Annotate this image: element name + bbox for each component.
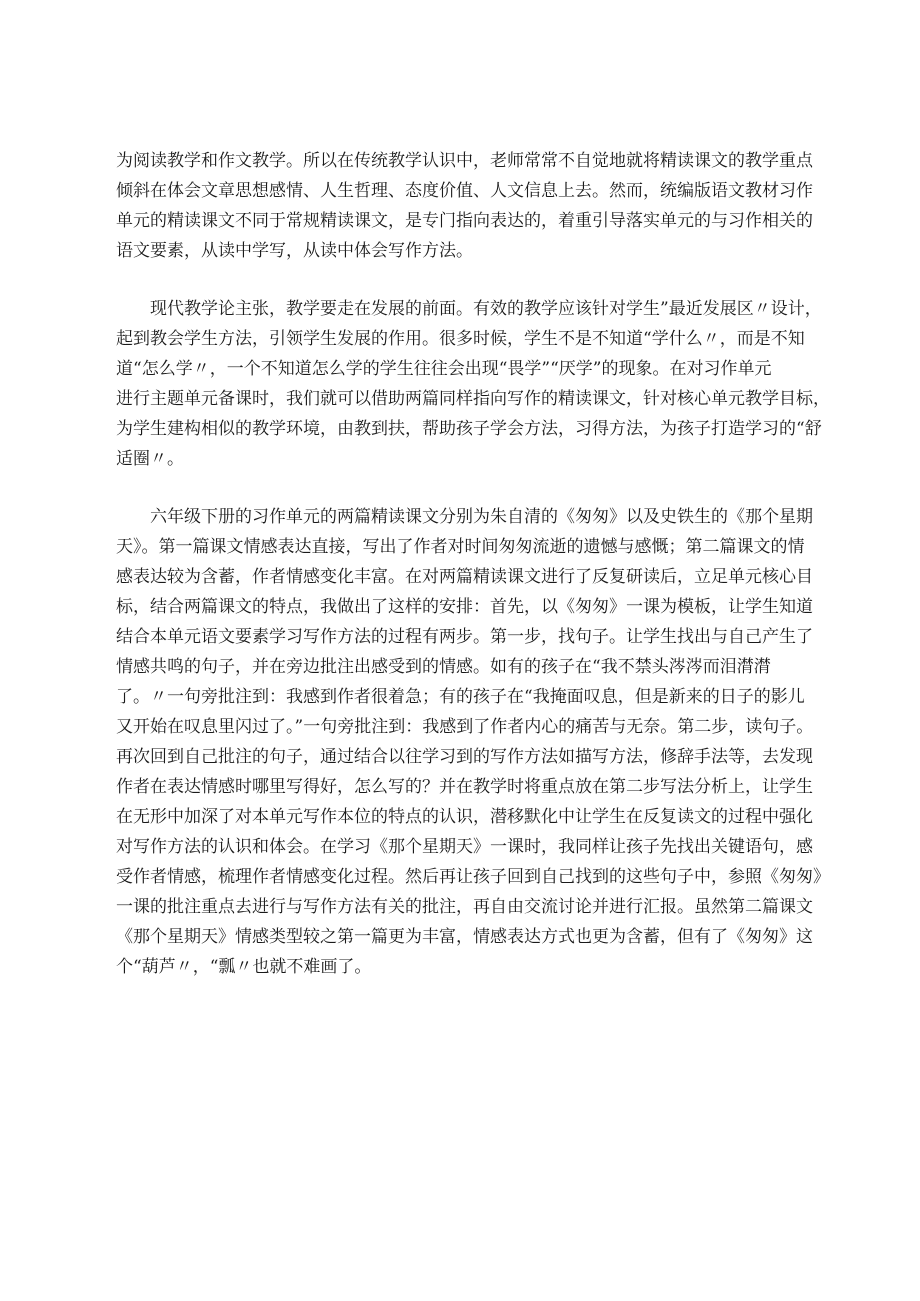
paragraph-line: 在无形中加深了对本单元写作本位的特点的认识，潜移默化中让学生在反复读文的过程中强化 bbox=[116, 807, 813, 827]
paragraph-line: 为阅读教学和作文教学。所以在传统教学认识中，老师常常不自觉地就将精读课文的教学重点 bbox=[116, 151, 813, 171]
paragraph-2 bbox=[116, 294, 830, 474]
paragraph-line: 个“葫芦〃，“瓢〃也就不难画了。 bbox=[116, 957, 372, 977]
paragraph-line: 为学生建构相似的教学环境，由教到扶，帮助孩子学会方法，习得方法，为孩子打造学习的“舒 bbox=[116, 419, 822, 439]
paragraph-line: 受作者情感，梳理作者情感变化过程。然后再让孩子回到自己找到的这些句子中，参照《匆匆》 bbox=[116, 867, 830, 887]
paragraph-1 bbox=[116, 146, 813, 266]
paragraph-line: 作者在表达情感时哪里写得好，怎么写的？并在教学时将重点放在第二步写法分析上，让学生 bbox=[116, 777, 813, 797]
paragraph-line: 再次回到自己批注的句子，通过结合以往学习到的写作方法如描写方法，修辞手法等，去发现 bbox=[116, 747, 813, 767]
paragraph-line: 语文要素，从读中学写，从读中体会写作方法。 bbox=[116, 241, 473, 261]
paragraph-line: 现代教学论主张，教学要走在发展的前面。有效的教学应该针对学生”最近发展区〃设计， bbox=[150, 299, 822, 319]
paragraph-line: 又开始在叹息里闪过了。”一句旁批注到：我感到了作者内心的痛苦与无奈。第二步，读句子。 bbox=[116, 717, 814, 737]
paragraph-line: 单元的精读课文不同于常规精读课文，是专门指向表达的，着重引导落实单元的与习作相关的 bbox=[116, 211, 813, 231]
document-body bbox=[116, 146, 830, 982]
paragraph-line: 了。〃一句旁批注到：我感到作者很着急；有的孩子在“我掩面叹息，但是新来的日子的影儿 bbox=[116, 687, 805, 707]
paragraph-line: 对写作方法的认识和体会。在学习《那个星期天》一课时，我同样让孩子先找出关键语句，感 bbox=[116, 837, 813, 857]
paragraph-line: 适圈〃。 bbox=[116, 449, 184, 469]
paragraph-3 bbox=[116, 502, 830, 982]
paragraph-line: 情感共鸣的句子，并在旁边批注出感受到的情感。如有的孩子在“我不禁头涔涔而泪潸潸 bbox=[116, 657, 771, 677]
paragraph-line: 结合本单元语文要素学习写作方法的过程有两步。第一步，找句子。让学生找出与自己产生了 bbox=[116, 627, 813, 647]
paragraph-line: 标，结合两篇课文的特点，我做出了这样的安排：首先，以《匆匆》一课为模板，让学生知道 bbox=[116, 597, 813, 617]
paragraph-line: 起到教会学生方法，引领学生发展的作用。很多时候，学生不是不知道“学什么〃，而是不知 bbox=[116, 329, 805, 349]
paragraph-line: 一课的批注重点去进行与写作方法有关的批注，再自由交流讨论并进行汇报。虽然第二篇课文 bbox=[116, 897, 813, 917]
paragraph-line: 《那个星期天》情感类型较之第一篇更为丰富，情感表达方式也更为含蓄，但有了《匆匆》这 bbox=[116, 927, 813, 947]
paragraph-line: 感表达较为含蓄，作者情感变化丰富。在对两篇精读课文进行了反复研读后，立足单元核心目 bbox=[116, 567, 813, 587]
paragraph-line: 进行主题单元备课时，我们就可以借助两篇同样指向写作的精读课文，针对核心单元教学目标， bbox=[116, 389, 830, 409]
paragraph-line: 六年级下册的习作单元的两篇精读课文分别为朱自清的《匆匆》以及史铁生的《那个星期 bbox=[150, 507, 813, 527]
paragraph-line: 天》。第一篇课文情感表达直接，写出了作者对时间匆匆流逝的遗憾与感慨；第二篇课文的情 bbox=[116, 537, 805, 557]
paragraph-line: 倾斜在体会文章思想感情、人生哲理、态度价值、人文信息上去。然而，统编版语文教材习作 bbox=[116, 181, 813, 201]
paragraph-line: 道“怎么学〃，一个不知道怎么学的学生往往会出现“畏学”“厌学”的现象。在对习作单元 bbox=[116, 359, 772, 379]
